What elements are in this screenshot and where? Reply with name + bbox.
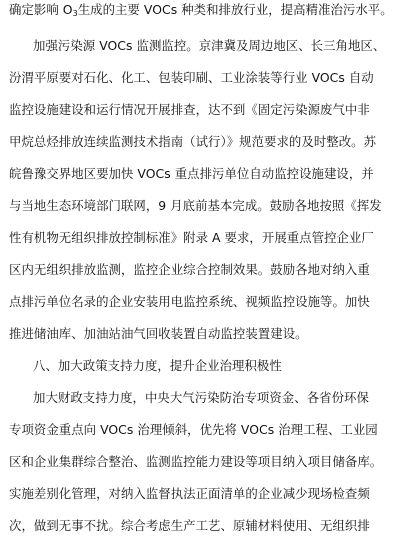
paragraph-line: 实施差别化管理，对纳入监督执法正面清单的企业减少现场检查频 bbox=[9, 486, 370, 501]
paragraph-line: 点排污单位名录的企业安装用电监控系统、视频监控设施等。加快 bbox=[9, 294, 370, 309]
paragraph-first-line: 加大财政支持力度，中央大气污染防治专项资金、各省份环保 bbox=[33, 390, 369, 405]
line-text: 生成的主要 VOCs 种类和排放行业，提高精准治污水平。 bbox=[77, 2, 393, 17]
paragraph-line: 区内无组织排放监测，监控企业综合控制效果。鼓励各地对纳入重 bbox=[9, 262, 370, 277]
paragraph-line: 推进储油库、加油站油气回收装置自动监控装置建设。 bbox=[9, 326, 308, 341]
paragraph-line: 监控设施建设和运行情况开展排查，达不到《固定污染源废气中非 bbox=[9, 102, 370, 117]
paragraph-line bbox=[9, 2, 393, 18]
paragraph-line: 汾渭平原要对石化、化工、包装印刷、工业涂装等行业 VOCs 自动 bbox=[9, 70, 374, 85]
paragraph-line: 与当地生态环境部门联网，9 月底前基本完成。鼓励各地按照《挥发 bbox=[9, 198, 382, 213]
subscript-three: 3 bbox=[72, 9, 78, 18]
paragraph-line: 性有机物无组织排放控制标准》附录 A 要求，开展重点管控企业厂 bbox=[9, 230, 374, 245]
paragraph-line: 皖鲁豫交界地区要加快 VOCs 重点排污单位自动监控设施建设，并 bbox=[9, 166, 374, 181]
paragraph-line: 甲烷总烃排放连续监测技术指南（试行）》规范要求的及时整改。苏 bbox=[9, 134, 377, 149]
section-heading: 八、加大政策支持力度，提升企业治理积极性 bbox=[33, 358, 282, 373]
paragraph-line: 区和企业集群综合整治、监测监控能力建设等项目纳入项目储备库。 bbox=[9, 454, 383, 469]
line-text: 确定影响 O bbox=[9, 2, 73, 17]
paragraph-line: 专项资金重点向 VOCs 治理倾斜，优先将 VOCs 治理工程、工业园 bbox=[9, 422, 378, 437]
paragraph-line: 次，做到无事不扰。综合考虑生产工艺、原辅材料使用、无组织排 bbox=[9, 518, 370, 533]
paragraph-first-line: 加强污染源 VOCs 监测监控。京津冀及周边地区、长三角地区、 bbox=[33, 38, 386, 53]
